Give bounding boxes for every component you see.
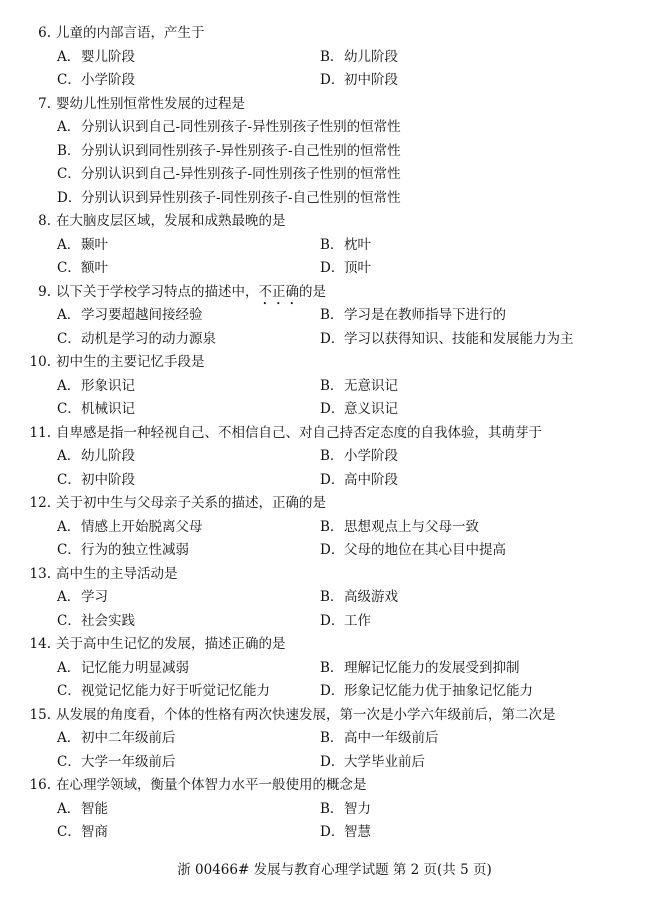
question-line <box>0 281 669 305</box>
question-text: 在心理学领域，衡量个体智力水平一般使用的概念是 <box>56 777 367 793</box>
question-text: 关于高中生记忆的发展，描述正确的是 <box>56 636 286 652</box>
option-b <box>320 798 371 822</box>
question-number: 13. <box>29 565 51 582</box>
question-text-pre: 以下关于学校学习特点的描述中， <box>56 283 259 300</box>
option-letter: C． <box>57 542 81 558</box>
option-letter: C． <box>57 72 81 88</box>
question-text: 儿童的内部言语，产生于 <box>56 25 205 41</box>
option-a <box>57 46 135 70</box>
option-d <box>320 257 371 281</box>
option-letter: D． <box>320 542 345 558</box>
question-number: 11. <box>29 424 51 441</box>
option-text: 初中阶段 <box>344 72 398 88</box>
option-letter: A． <box>57 589 81 605</box>
option-letter: B． <box>320 448 344 464</box>
options-row <box>0 469 669 493</box>
options-row <box>0 751 669 775</box>
option-letter: B． <box>320 307 344 323</box>
option-letter: C． <box>57 612 81 629</box>
option-letter: D． <box>320 401 345 417</box>
option-text: 分别认识到自己-同性别孩子-异性别孩子性别的恒常性 <box>81 119 401 135</box>
question-line <box>0 351 669 375</box>
question-text: 从发展的角度看，个体的性格有两次快速发展，第一次是小学六年级前后，第二次是 <box>56 706 556 723</box>
option-d <box>320 469 398 493</box>
option-text: 学习以获得知识、技能和发展能力为主 <box>344 330 574 347</box>
option-letter: A． <box>57 48 81 65</box>
emphasized-text: 不正确 <box>258 283 299 300</box>
option-text: 大学毕业前后 <box>344 753 425 770</box>
option-text: 高中阶段 <box>344 471 398 488</box>
option-letter: A． <box>57 659 81 676</box>
option-letter: C． <box>57 166 81 182</box>
option-text: 小学阶段 <box>81 72 135 88</box>
option-text: 智力 <box>344 800 371 817</box>
option-text: 社会实践 <box>81 612 135 629</box>
option-letter: D． <box>320 330 345 347</box>
question-number: 14. <box>29 636 51 652</box>
option-text: 大学一年级前后 <box>81 753 176 770</box>
option-text: 形象识记 <box>81 377 135 394</box>
question-number: 10. <box>29 354 51 370</box>
options-row <box>0 657 669 681</box>
option-text: 顶叶 <box>344 260 371 276</box>
option-c <box>57 69 135 93</box>
option-letter: B． <box>320 377 344 394</box>
option-text: 工作 <box>344 612 371 629</box>
option-letter: D． <box>320 72 345 88</box>
option-letter: B． <box>320 659 344 676</box>
option-letter: D． <box>320 260 345 276</box>
option-text: 小学阶段 <box>344 448 398 464</box>
option-b <box>320 516 479 540</box>
options-row <box>0 727 669 751</box>
question-number: 7. <box>38 95 51 112</box>
option-letter: C． <box>57 753 81 770</box>
option-text: 机械识记 <box>81 401 135 417</box>
option-text: 父母的地位在其心目中提高 <box>344 542 506 558</box>
option-b <box>320 46 398 70</box>
question-number: 9. <box>38 283 51 300</box>
question-line <box>0 492 669 516</box>
question-text: 在大脑皮层区域，发展和成熟最晚的是 <box>56 213 286 229</box>
options-row <box>0 375 669 399</box>
option-d <box>320 821 371 845</box>
options-row <box>0 187 669 211</box>
question-line <box>0 422 669 446</box>
option-letter: B． <box>320 48 344 65</box>
question-line <box>0 774 669 798</box>
question-line <box>0 22 669 46</box>
options-row <box>0 610 669 634</box>
options-row <box>0 116 669 140</box>
option-letter: A． <box>57 518 81 535</box>
option-text: 分别认识到同性别孩子-异性别孩子-自己性别的恒常性 <box>81 142 401 159</box>
option-letter: C． <box>57 824 81 840</box>
option-text: 意义识记 <box>344 401 398 417</box>
option-c <box>57 163 401 187</box>
option-d <box>320 69 398 93</box>
options-row <box>0 798 669 822</box>
options-row <box>0 69 669 93</box>
option-letter: D． <box>320 753 345 770</box>
option-text: 分别认识到异性别孩子-同性别孩子-自己性别的恒常性 <box>81 189 401 206</box>
option-text: 幼儿阶段 <box>344 48 398 65</box>
options-row <box>0 516 669 540</box>
option-letter: B． <box>320 518 344 535</box>
option-text: 颞叶 <box>81 236 108 253</box>
option-text: 无意识记 <box>344 377 398 394</box>
question-number: 16. <box>29 777 51 793</box>
option-text: 额叶 <box>81 260 108 276</box>
option-d <box>320 610 371 634</box>
option-text: 高级游戏 <box>344 589 398 605</box>
option-c <box>57 328 216 352</box>
options-row <box>0 46 669 70</box>
options-row <box>0 586 669 610</box>
option-text: 行为的独立性减弱 <box>81 542 189 558</box>
option-d <box>320 539 506 563</box>
option-a <box>57 516 203 540</box>
option-a <box>57 375 135 399</box>
options-row <box>0 539 669 563</box>
option-letter: A． <box>57 307 81 323</box>
options-row <box>0 140 669 164</box>
option-text: 学习要超越间接经验 <box>81 307 203 323</box>
option-text: 形象记忆能力优于抽象记忆能力 <box>344 683 533 699</box>
option-letter: C． <box>57 471 81 488</box>
options-row <box>0 234 669 258</box>
options-row <box>0 163 669 187</box>
exam-page <box>0 22 669 845</box>
option-text: 幼儿阶段 <box>81 448 135 464</box>
option-text: 动机是学习的动力源泉 <box>81 330 216 347</box>
option-a <box>57 586 108 610</box>
option-letter: C． <box>57 401 81 417</box>
option-letter: A． <box>57 800 81 817</box>
question-line <box>0 563 669 587</box>
options-row <box>0 328 669 352</box>
option-a <box>57 304 203 328</box>
options-row <box>0 398 669 422</box>
option-a <box>57 234 108 258</box>
page-footer: 浙 00466# 发展与教育心理学试题 第 2 页(共 5 页) <box>177 862 492 878</box>
option-letter: B． <box>57 142 81 159</box>
option-text: 思想观点上与父母一致 <box>344 518 479 535</box>
options-row <box>0 304 669 328</box>
option-c <box>57 751 176 775</box>
option-b <box>320 657 520 681</box>
option-text: 婴儿阶段 <box>81 48 135 65</box>
option-letter: B． <box>320 800 344 817</box>
option-a <box>57 727 176 751</box>
option-letter: D． <box>57 189 82 206</box>
option-text: 高中一年级前后 <box>344 730 439 746</box>
question-line <box>0 704 669 728</box>
question-number: 6. <box>38 25 51 41</box>
option-text: 记忆能力明显减弱 <box>81 659 189 676</box>
option-b <box>320 234 371 258</box>
option-text: 智能 <box>81 800 108 817</box>
option-d <box>57 187 401 211</box>
option-c <box>57 469 135 493</box>
option-letter: D． <box>320 612 345 629</box>
option-c <box>57 821 108 845</box>
option-d <box>320 751 425 775</box>
option-c <box>57 680 270 704</box>
option-letter: B． <box>320 730 344 746</box>
option-letter: A． <box>57 730 81 746</box>
option-b <box>320 375 398 399</box>
options-row <box>0 445 669 469</box>
option-a <box>57 116 401 140</box>
option-letter: B． <box>320 589 344 605</box>
option-text: 视觉记忆能力好于听觉记忆能力 <box>81 683 270 699</box>
options-row <box>0 257 669 281</box>
option-d <box>320 398 398 422</box>
option-letter: A． <box>57 377 81 394</box>
question-text: 关于初中生与父母亲子关系的描述，正确的是 <box>56 495 326 511</box>
option-letter: B． <box>320 236 344 253</box>
question-line <box>0 93 669 117</box>
option-letter: A． <box>57 448 81 464</box>
option-text: 分别认识到自己-异性别孩子-同性别孩子性别的恒常性 <box>81 166 401 182</box>
option-b <box>320 586 398 610</box>
question-line <box>0 633 669 657</box>
question-text: 初中生的主要记忆手段是 <box>56 354 205 370</box>
options-row <box>0 680 669 704</box>
option-letter: C． <box>57 260 81 276</box>
option-letter: D． <box>320 683 345 699</box>
option-b <box>320 304 506 328</box>
question-number: 8. <box>38 213 51 229</box>
option-text: 智慧 <box>344 824 371 840</box>
option-a <box>57 798 108 822</box>
option-b <box>320 445 398 469</box>
option-c <box>57 398 135 422</box>
option-c <box>57 539 189 563</box>
option-text: 初中二年级前后 <box>81 730 176 746</box>
options-row <box>0 821 669 845</box>
option-text: 学习 <box>81 589 108 605</box>
option-text: 学习是在教师指导下进行的 <box>344 307 506 323</box>
option-a <box>57 657 189 681</box>
option-a <box>57 445 135 469</box>
option-d <box>320 680 533 704</box>
option-text: 情感上开始脱离父母 <box>81 518 203 535</box>
option-letter: D． <box>320 824 345 840</box>
question-text: 自卑感是指一种轻视自己、不相信自己、对自己持否定态度的自我体验，其萌芽于 <box>56 424 542 441</box>
option-d <box>320 328 574 352</box>
question-number: 15. <box>29 706 51 723</box>
option-c <box>57 610 135 634</box>
question-text-post: 的是 <box>299 283 326 300</box>
option-letter: C． <box>57 683 81 699</box>
option-letter: A． <box>57 119 81 135</box>
option-text: 初中阶段 <box>81 471 135 488</box>
option-text: 枕叶 <box>344 236 371 253</box>
option-letter: D． <box>320 471 345 488</box>
option-text: 智商 <box>81 824 108 840</box>
question-line <box>0 210 669 234</box>
option-c <box>57 257 108 281</box>
option-letter: C． <box>57 330 81 347</box>
option-b <box>320 727 439 751</box>
option-text: 理解记忆能力的发展受到抑制 <box>344 659 520 676</box>
question-number: 12. <box>29 495 51 511</box>
option-b <box>57 140 401 164</box>
question-text: 婴幼儿性别恒常性发展的过程是 <box>56 95 245 112</box>
option-letter: A． <box>57 236 81 253</box>
question-text: 高中生的主导活动是 <box>56 565 178 582</box>
